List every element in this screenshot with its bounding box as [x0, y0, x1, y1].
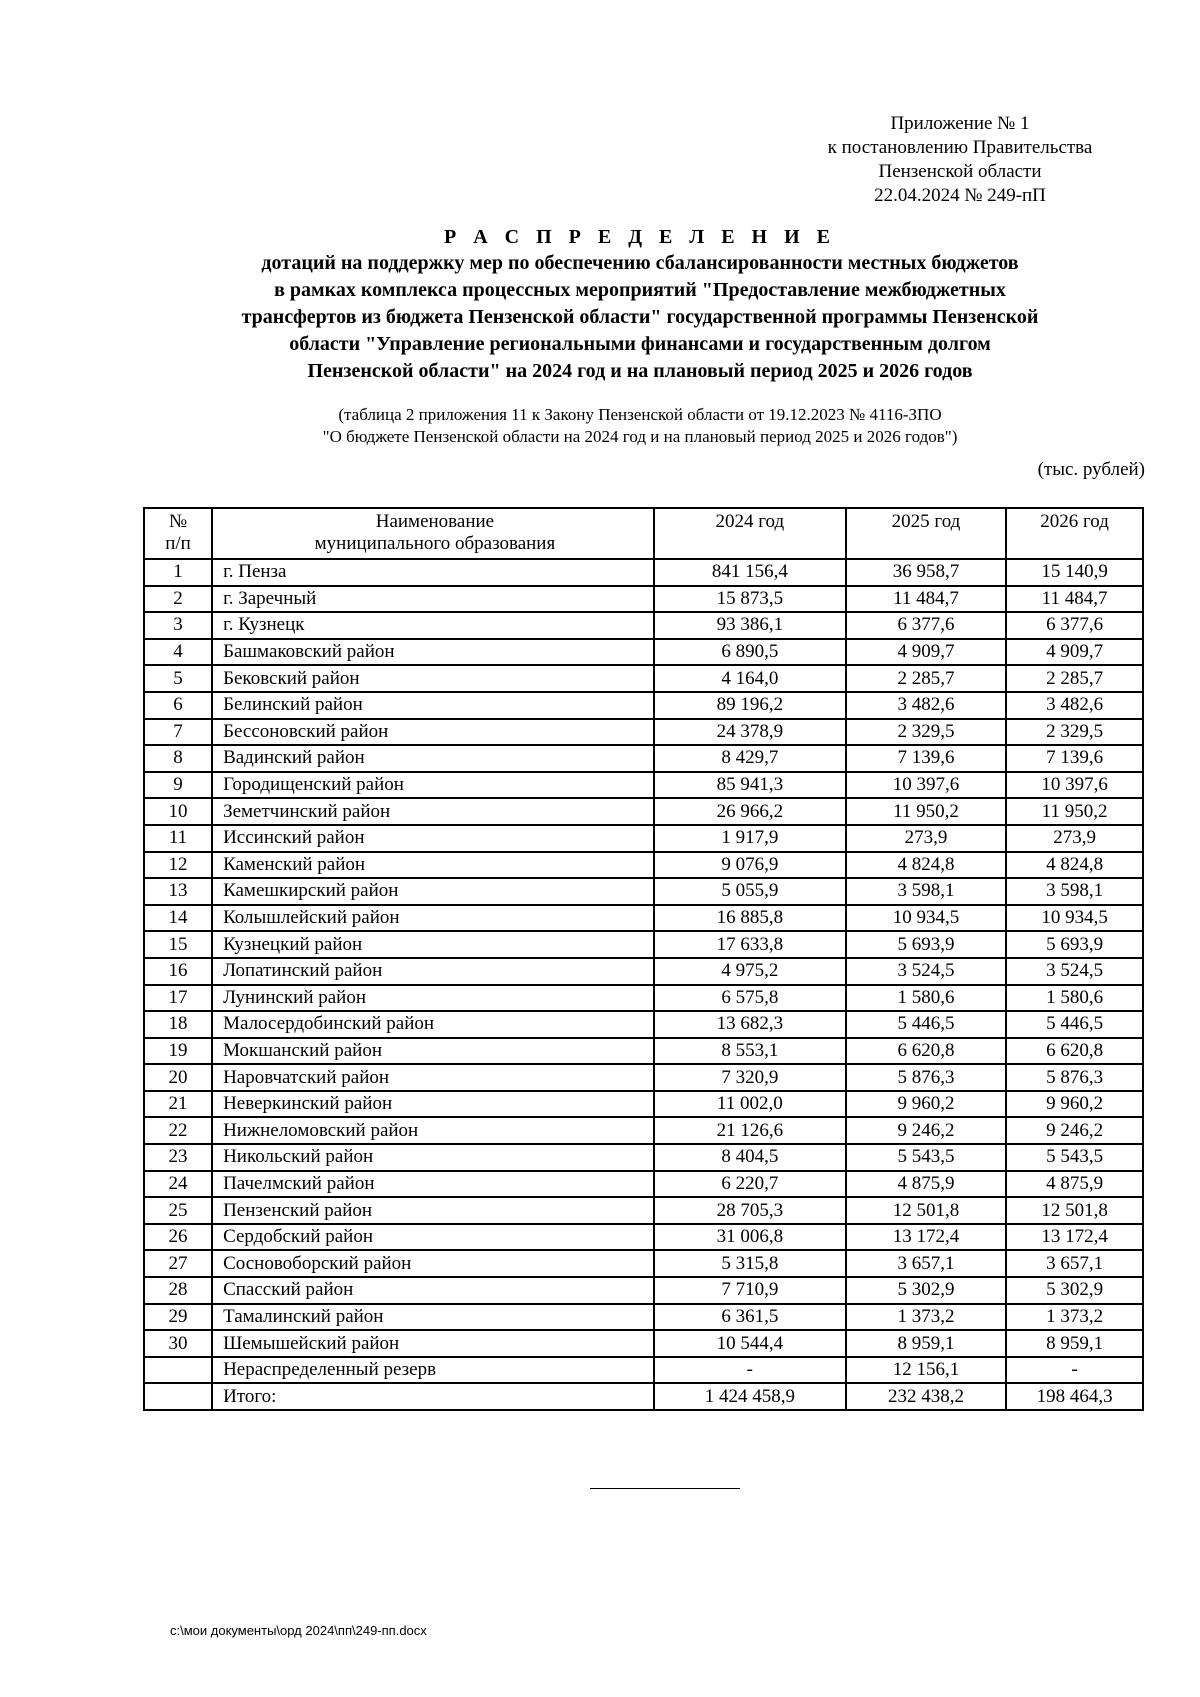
value-2025: 9 960,2: [846, 1091, 1006, 1118]
value-2024: 5 315,8: [654, 1250, 846, 1277]
value-2026: 1 580,6: [1006, 985, 1143, 1012]
row-name: Каменский район: [212, 852, 654, 879]
row-number: 26: [144, 1224, 212, 1251]
row-name: Тамалинский район: [212, 1304, 654, 1331]
value-2025: 36 958,7: [846, 559, 1006, 586]
value-2024: 6 361,5: [654, 1304, 846, 1331]
row-name: Лопатинский район: [212, 958, 654, 985]
title-line: Пензенской области" на 2024 год и на плановый период 2025 и 2026 годов: [307, 360, 973, 382]
table-row: [144, 1357, 1143, 1384]
value-2026: 9 960,2: [1006, 1091, 1143, 1118]
header-2026: 2026 год: [1006, 508, 1143, 559]
row-name: Иссинский район: [212, 825, 654, 852]
value-2025: 6 377,6: [846, 612, 1006, 639]
value-2024: 8 404,5: [654, 1144, 846, 1171]
source-line: (таблица 2 приложения 11 к Закону Пензенской области от 19.12.2023 № 4116-ЗПО: [338, 405, 942, 424]
value-2024: 13 682,3: [654, 1011, 846, 1038]
value-2024: 11 002,0: [654, 1091, 846, 1118]
value-2026: 7 139,6: [1006, 745, 1143, 772]
value-2025: 5 446,5: [846, 1011, 1006, 1038]
row-number: 10: [144, 798, 212, 825]
value-2025: 11 950,2: [846, 798, 1006, 825]
value-2025: 4 824,8: [846, 852, 1006, 879]
row-name: Сердобский район: [212, 1224, 654, 1251]
value-2026: 5 693,9: [1006, 931, 1143, 958]
value-2026: 3 482,6: [1006, 692, 1143, 719]
value-2025: 273,9: [846, 825, 1006, 852]
value-2025: 4 875,9: [846, 1171, 1006, 1198]
row-name: Вадинский район: [212, 745, 654, 772]
row-number: [144, 1357, 212, 1384]
row-number: 13: [144, 878, 212, 905]
value-2026: -: [1006, 1357, 1143, 1384]
value-2024: 8 429,7: [654, 745, 846, 772]
row-number: 29: [144, 1304, 212, 1331]
value-2026: 10 397,6: [1006, 772, 1143, 799]
row-name: Малосердобинский район: [212, 1011, 654, 1038]
source-line: "О бюджете Пензенской области на 2024 год и на плановый период 2025 и 2026 годов"): [322, 427, 958, 446]
table-body: [144, 559, 1143, 1410]
value-2026: 5 302,9: [1006, 1277, 1143, 1304]
row-number: 19: [144, 1038, 212, 1065]
table-row: [144, 1091, 1143, 1118]
table-row: [144, 745, 1143, 772]
row-name: Нижнеломовский район: [212, 1117, 654, 1144]
row-name: г. Пенза: [212, 559, 654, 586]
table-row: [144, 1383, 1143, 1410]
table-row: [144, 878, 1143, 905]
value-2026: 6 620,8: [1006, 1038, 1143, 1065]
row-number: 6: [144, 692, 212, 719]
row-number: 5: [144, 665, 212, 692]
row-number: 12: [144, 852, 212, 879]
value-2024: 6 890,5: [654, 639, 846, 666]
value-2026: 3 524,5: [1006, 958, 1143, 985]
row-number: 2: [144, 586, 212, 613]
value-2024: 21 126,6: [654, 1117, 846, 1144]
value-2024: 26 966,2: [654, 798, 846, 825]
value-2025: 6 620,8: [846, 1038, 1006, 1065]
source-reference: [140, 404, 1140, 448]
row-number: 20: [144, 1064, 212, 1091]
row-number: 18: [144, 1011, 212, 1038]
value-2024: 4 164,0: [654, 665, 846, 692]
row-number: 23: [144, 1144, 212, 1171]
units-label: (тыс. рублей): [1037, 459, 1145, 480]
row-name: Городищенский район: [212, 772, 654, 799]
row-number: 7: [144, 719, 212, 746]
table-row: [144, 958, 1143, 985]
table-row: [144, 852, 1143, 879]
value-2025: 12 156,1: [846, 1357, 1006, 1384]
table-row: [144, 559, 1143, 586]
value-2026: 198 464,3: [1006, 1383, 1143, 1410]
row-number: 15: [144, 931, 212, 958]
appendix-line: Приложение № 1: [890, 113, 1030, 134]
row-name: Белинский район: [212, 692, 654, 719]
value-2025: 1 373,2: [846, 1304, 1006, 1331]
row-number: 30: [144, 1330, 212, 1357]
value-2025: 8 959,1: [846, 1330, 1006, 1357]
table-row: [144, 1250, 1143, 1277]
row-number: 3: [144, 612, 212, 639]
value-2026: 2 285,7: [1006, 665, 1143, 692]
row-name: г. Кузнецк: [212, 612, 654, 639]
row-name: Бековский район: [212, 665, 654, 692]
value-2026: 4 824,8: [1006, 852, 1143, 879]
value-2026: 10 934,5: [1006, 905, 1143, 932]
title-line: области "Управление региональными финансами и государственным долгом: [289, 333, 991, 355]
table-row: [144, 798, 1143, 825]
table-row: [144, 1304, 1143, 1331]
table-row: [144, 825, 1143, 852]
value-2024: 15 873,5: [654, 586, 846, 613]
value-2026: 4 909,7: [1006, 639, 1143, 666]
value-2024: 7 710,9: [654, 1277, 846, 1304]
row-name: Никольский район: [212, 1144, 654, 1171]
value-2024: 31 006,8: [654, 1224, 846, 1251]
title-line: в рамках комплекса процессных мероприятий "Предоставление межбюджетных: [274, 279, 1006, 301]
value-2024: 85 941,3: [654, 772, 846, 799]
value-2026: 11 484,7: [1006, 586, 1143, 613]
row-name: Спасский район: [212, 1277, 654, 1304]
value-2024: 28 705,3: [654, 1197, 846, 1224]
row-number: 17: [144, 985, 212, 1012]
row-number: 25: [144, 1197, 212, 1224]
row-number: 8: [144, 745, 212, 772]
value-2024: 6 220,7: [654, 1171, 846, 1198]
value-2026: 4 875,9: [1006, 1171, 1143, 1198]
value-2025: 5 693,9: [846, 931, 1006, 958]
distribution-table: [143, 507, 1144, 1411]
table-row: [144, 1144, 1143, 1171]
value-2025: 1 580,6: [846, 985, 1006, 1012]
value-2026: 13 172,4: [1006, 1224, 1143, 1251]
row-name: Пензенский район: [212, 1197, 654, 1224]
table-row: [144, 1011, 1143, 1038]
table-row: [144, 772, 1143, 799]
table-row: [144, 1038, 1143, 1065]
value-2024: -: [654, 1357, 846, 1384]
header-2025: 2025 год: [846, 508, 1006, 559]
table-header-row: [144, 508, 1143, 559]
value-2024: 16 885,8: [654, 905, 846, 932]
row-name: Шемышейский район: [212, 1330, 654, 1357]
value-2024: 5 055,9: [654, 878, 846, 905]
value-2024: 4 975,2: [654, 958, 846, 985]
value-2024: 9 076,9: [654, 852, 846, 879]
title-line: трансфертов из бюджета Пензенской области" государственной программы Пензенской: [241, 306, 1039, 328]
row-name: Нераспределенный резерв: [212, 1357, 654, 1384]
value-2026: 6 377,6: [1006, 612, 1143, 639]
row-name: Лунинский район: [212, 985, 654, 1012]
value-2025: 9 246,2: [846, 1117, 1006, 1144]
table-row: [144, 931, 1143, 958]
value-2024: 17 633,8: [654, 931, 846, 958]
value-2026: 1 373,2: [1006, 1304, 1143, 1331]
value-2025: 11 484,7: [846, 586, 1006, 613]
row-number: 28: [144, 1277, 212, 1304]
value-2025: 3 657,1: [846, 1250, 1006, 1277]
table-row: [144, 665, 1143, 692]
table-row: [144, 1277, 1143, 1304]
title-main: Р А С П Р Е Д Е Л Е Н И Е: [443, 226, 836, 248]
value-2025: 5 543,5: [846, 1144, 1006, 1171]
value-2025: 2 285,7: [846, 665, 1006, 692]
value-2024: 841 156,4: [654, 559, 846, 586]
row-name: Пачелмский район: [212, 1171, 654, 1198]
value-2025: 2 329,5: [846, 719, 1006, 746]
value-2026: 3 598,1: [1006, 878, 1143, 905]
value-2026: 8 959,1: [1006, 1330, 1143, 1357]
value-2025: 10 397,6: [846, 772, 1006, 799]
value-2024: 1 917,9: [654, 825, 846, 852]
table-row: [144, 1117, 1143, 1144]
row-number: 16: [144, 958, 212, 985]
document-title: [140, 224, 1140, 385]
value-2024: 6 575,8: [654, 985, 846, 1012]
row-name: Башмаковский район: [212, 639, 654, 666]
table-row: [144, 1064, 1143, 1091]
row-number: [144, 1383, 212, 1410]
row-name: Земетчинский район: [212, 798, 654, 825]
row-name: Кузнецкий район: [212, 931, 654, 958]
value-2026: 273,9: [1006, 825, 1143, 852]
value-2025: 12 501,8: [846, 1197, 1006, 1224]
row-name: Итого:: [212, 1383, 654, 1410]
value-2026: 5 446,5: [1006, 1011, 1143, 1038]
table-row: [144, 612, 1143, 639]
table-row: [144, 1171, 1143, 1198]
value-2025: 5 876,3: [846, 1064, 1006, 1091]
row-number: 9: [144, 772, 212, 799]
value-2026: 5 876,3: [1006, 1064, 1143, 1091]
value-2025: 5 302,9: [846, 1277, 1006, 1304]
value-2024: 8 553,1: [654, 1038, 846, 1065]
value-2025: 232 438,2: [846, 1383, 1006, 1410]
appendix-line: к постановлению Правительства: [827, 137, 1093, 158]
value-2025: 3 482,6: [846, 692, 1006, 719]
value-2024: 89 196,2: [654, 692, 846, 719]
appendix-line: 22.04.2024 № 249-пП: [874, 185, 1046, 206]
row-name: Бессоновский район: [212, 719, 654, 746]
value-2025: 3 598,1: [846, 878, 1006, 905]
value-2024: 24 378,9: [654, 719, 846, 746]
value-2026: 12 501,8: [1006, 1197, 1143, 1224]
value-2024: 93 386,1: [654, 612, 846, 639]
row-number: 1: [144, 559, 212, 586]
value-2025: 4 909,7: [846, 639, 1006, 666]
value-2024: 10 544,4: [654, 1330, 846, 1357]
value-2026: 15 140,9: [1006, 559, 1143, 586]
row-number: 27: [144, 1250, 212, 1277]
value-2026: 5 543,5: [1006, 1144, 1143, 1171]
row-number: 24: [144, 1171, 212, 1198]
file-path: c:\мои документы\орд 2024\пп\249-пп.docx: [170, 1623, 427, 1638]
value-2025: 13 172,4: [846, 1224, 1006, 1251]
header-name: Наименование муниципального образования: [212, 508, 654, 559]
row-number: 22: [144, 1117, 212, 1144]
table-row: [144, 905, 1143, 932]
table-row: [144, 1330, 1143, 1357]
appendix-line: Пензенской области: [878, 161, 1042, 182]
row-name: Наровчатский район: [212, 1064, 654, 1091]
value-2024: 7 320,9: [654, 1064, 846, 1091]
table-row: [144, 719, 1143, 746]
title-line: дотаций на поддержку мер по обеспечению сбалансированности местных бюджетов: [261, 252, 1019, 274]
value-2026: 3 657,1: [1006, 1250, 1143, 1277]
value-2024: 1 424 458,9: [654, 1383, 846, 1410]
value-2026: 2 329,5: [1006, 719, 1143, 746]
row-name: Колышлейский район: [212, 905, 654, 932]
appendix-reference: [790, 112, 1130, 208]
row-number: 4: [144, 639, 212, 666]
value-2025: 7 139,6: [846, 745, 1006, 772]
value-2026: 9 246,2: [1006, 1117, 1143, 1144]
value-2025: 10 934,5: [846, 905, 1006, 932]
row-name: г. Заречный: [212, 586, 654, 613]
table-row: [144, 1224, 1143, 1251]
row-number: 21: [144, 1091, 212, 1118]
closing-divider: [590, 1488, 740, 1489]
table-row: [144, 692, 1143, 719]
table-row: [144, 1197, 1143, 1224]
row-name: Неверкинский район: [212, 1091, 654, 1118]
row-name: Мокшанский район: [212, 1038, 654, 1065]
table-row: [144, 586, 1143, 613]
row-number: 14: [144, 905, 212, 932]
value-2025: 3 524,5: [846, 958, 1006, 985]
row-name: Сосновоборский район: [212, 1250, 654, 1277]
table-row: [144, 985, 1143, 1012]
value-2026: 11 950,2: [1006, 798, 1143, 825]
header-number: № п/п: [144, 508, 212, 559]
table-row: [144, 639, 1143, 666]
row-name: Камешкирский район: [212, 878, 654, 905]
row-number: 11: [144, 825, 212, 852]
header-2024: 2024 год: [654, 508, 846, 559]
